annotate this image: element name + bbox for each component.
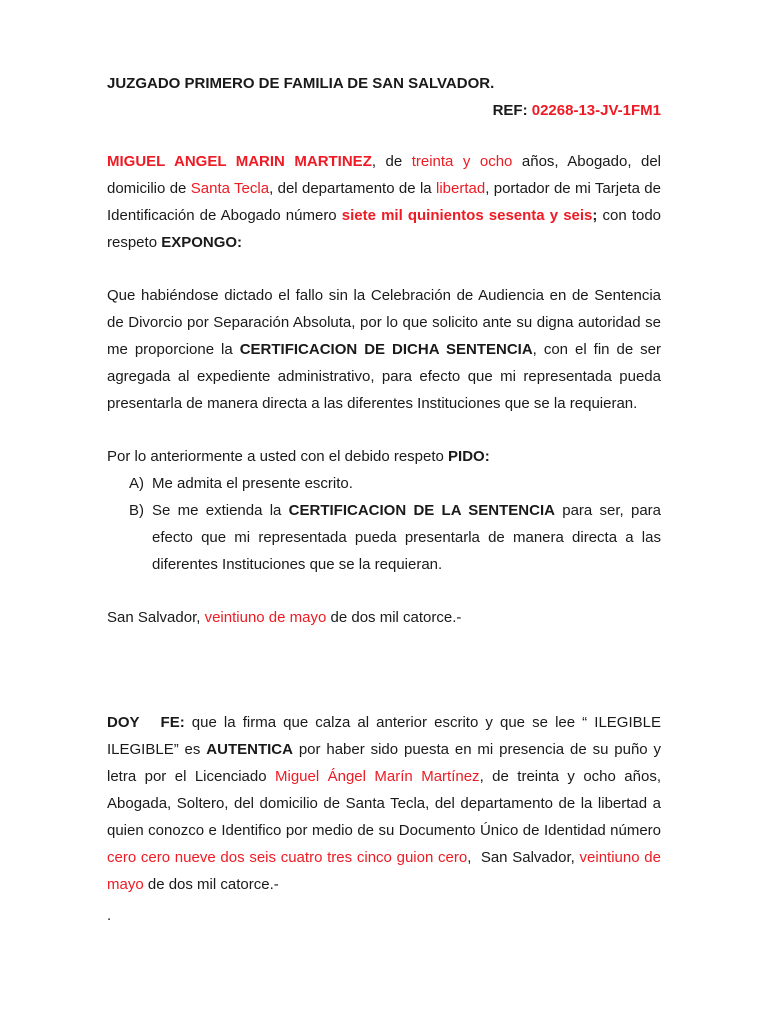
autentica-word: AUTENTICA [206, 741, 293, 758]
place-text: San Salvador, [107, 609, 205, 626]
lawyer-card-number: siete mil quinientos sesenta y seis [341, 207, 593, 224]
attestation-text: que la firma que calza al anterior escrito y que se lee “ ILEGIBLE ILEGIBLE” es [107, 714, 661, 758]
pido-text: Por lo anteriormente a usted con el debido respeto [107, 448, 449, 465]
document-date: veintiuno de mayo [204, 609, 327, 626]
attestation-text: por haber sido puesta en mi presencia de su puño y letra por el Licenciado [107, 741, 662, 785]
list-item-text-part: Se me extienda la [152, 502, 289, 519]
list-item [129, 497, 661, 578]
intro-text: años, Abogado, del domicilio de [107, 153, 661, 197]
ref-number: 02268-13-JV-1FM1 [531, 102, 661, 119]
notary-attestation-paragraph [107, 709, 661, 898]
trailing-period: . [107, 907, 112, 924]
doy-fe-heading: DOY FE: [107, 714, 185, 731]
attested-lawyer-name: Miguel Ángel Marín Martínez [275, 768, 480, 785]
petitioner-department: libertad [436, 180, 486, 197]
body-text: Que habiéndose dictado el fallo sin la Celebración de Audiencia en de Sentencia de Divorcio por Separación Absoluta, por lo que solicito ante su digna autoridad se me proporcione la [107, 287, 661, 358]
body-paragraph [107, 282, 661, 417]
body-text: , con el fin de ser agregada al expediente administrativo, para efecto que mi representada pueda presentarla de manera directa a las diferentes Instituciones que se la requieran. [107, 341, 662, 412]
intro-text: , de [371, 153, 412, 170]
attestation-text: , de treinta y ocho años, Abogada, Soltero, del domicilio de Santa Tecla, del departamento de la libertad a quien conozco e Identifico por medio de su Documento Único de Identidad número [107, 768, 661, 839]
pido-paragraph [107, 443, 661, 470]
dui-number: cero cero nueve dos seis cuatro tres cinco guion cero [107, 849, 468, 866]
list-item-text [152, 497, 661, 578]
reference-line [107, 97, 661, 124]
expongo-heading: EXPONGO: [161, 234, 243, 251]
place-date-line [107, 604, 661, 631]
list-item [129, 470, 661, 497]
ref-label: REF: [492, 102, 528, 119]
court-heading: JUZGADO PRIMERO DE FAMILIA DE SAN SALVADOR. [107, 75, 495, 92]
petitioner-city: Santa Tecla [190, 180, 270, 197]
list-item-text-part: para ser, para efecto que mi representada pueda presentarla de manera directa a las diferentes Instituciones que se la requieran. [152, 502, 661, 573]
pido-heading: PIDO: [448, 448, 490, 465]
intro-text: ; [592, 207, 598, 224]
intro-text: con todo respeto [107, 207, 662, 251]
list-item-label: A) [129, 475, 144, 492]
attestation-text: de dos mil catorce.- [143, 876, 279, 893]
year-text: de dos mil catorce.- [326, 609, 462, 626]
petitioner-name: MIGUEL ANGEL MARIN MARTINEZ [107, 153, 372, 170]
petitioner-age: treinta y ocho [411, 153, 513, 170]
intro-paragraph [107, 148, 661, 256]
attestation-text: , San Salvador, [467, 849, 580, 866]
certification-sentence: CERTIFICACION DE LA SENTENCIA [288, 502, 555, 519]
list-item-label: B) [129, 502, 144, 519]
attestation-date: veintiuno de mayo [107, 849, 661, 893]
list-item-text: Me admita el presente escrito. [152, 475, 353, 492]
intro-text: , portador de mi Tarjeta de Identificación de Abogado número [107, 180, 661, 224]
intro-text: , del departamento de la [269, 180, 436, 197]
certification-request: CERTIFICACION DE DICHA SENTENCIA [239, 341, 533, 358]
